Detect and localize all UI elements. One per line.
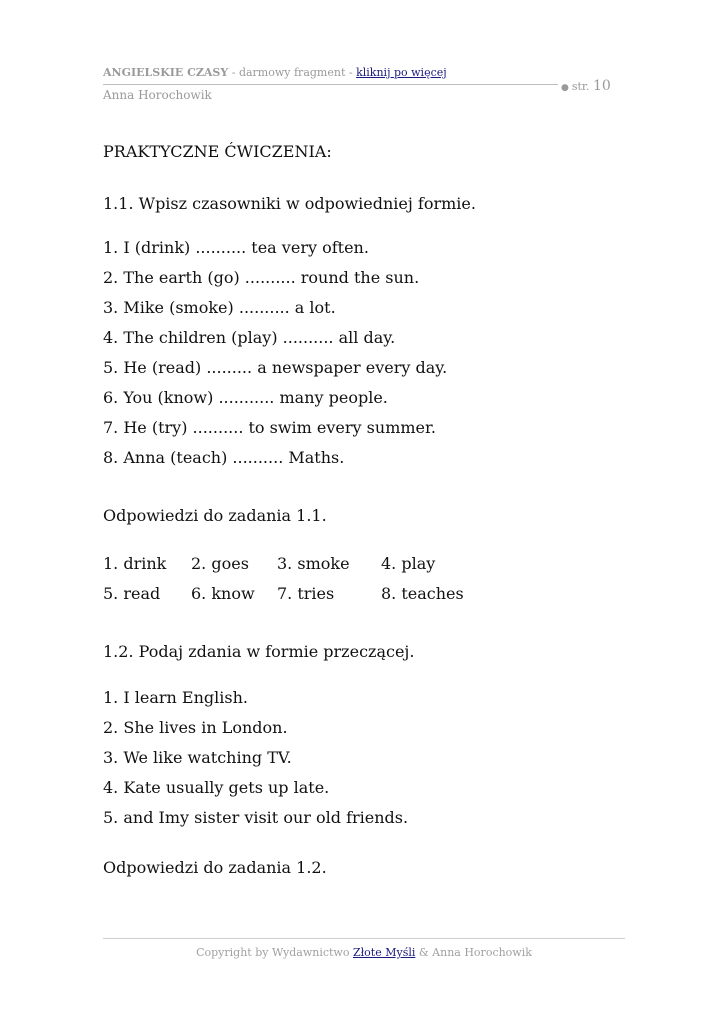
exercise-2-item: 1. I learn English.: [103, 688, 248, 707]
exercise-1-item: 6. You (know) ........... many people.: [103, 388, 388, 407]
page-footer: [0, 946, 728, 959]
answer: 8. teaches: [381, 584, 464, 603]
exercise-1-item: 3. Mike (smoke) .......... a lot.: [103, 298, 336, 317]
exercise-1-item: 1. I (drink) .......... tea very often.: [103, 238, 369, 257]
exercise-1-item: 7. He (try) .......... to swim every summer.: [103, 418, 436, 437]
exercise-2-item: 3. We like watching TV.: [103, 748, 292, 767]
header-line: [103, 66, 625, 79]
page-number: [561, 78, 611, 94]
header-separator: -: [345, 66, 357, 79]
exercise-2-item: 2. She lives in London.: [103, 718, 288, 737]
page-number-value: 10: [592, 78, 611, 94]
footer-rule: [103, 938, 625, 939]
exercise-2-answers-title: Odpowiedzi do zadania 1.2.: [103, 858, 327, 877]
page-label: str.: [571, 80, 590, 93]
exercise-1-item: 8. Anna (teach) .......... Maths.: [103, 448, 345, 467]
answer: 5. read: [103, 584, 161, 603]
exercise-1-item: 5. He (read) ......... a newspaper every day.: [103, 358, 448, 377]
exercise-1-instruction: 1.1. Wpisz czasowniki w odpowiedniej formie.: [103, 194, 476, 213]
book-title: ANGIELSKIE CZASY: [103, 66, 229, 79]
answer: 3. smoke: [277, 554, 350, 573]
answer: 7. tries: [277, 584, 335, 603]
answer: 2. goes: [191, 554, 249, 573]
footer-suffix: & Anna Horochowik: [415, 946, 532, 959]
publisher-link[interactable]: Złote Myśli: [352, 946, 416, 959]
exercise-1-item: 4. The children (play) .......... all day.: [103, 328, 396, 347]
footer-prefix: Copyright by Wydawnictwo: [196, 946, 353, 959]
answer: 4. play: [381, 554, 436, 573]
exercise-2-item: 5. and Imy sister visit our old friends.: [103, 808, 409, 827]
section-title: PRAKTYCZNE ĆWICZENIA:: [103, 142, 332, 161]
answer: 1. drink: [103, 554, 167, 573]
more-link[interactable]: kliknij po więcej: [356, 66, 447, 79]
bullet-icon: ●: [561, 83, 569, 93]
exercise-1-answers-title: Odpowiedzi do zadania 1.1.: [103, 506, 327, 525]
page-header: [103, 66, 625, 102]
exercise-2-instruction: 1.2. Podaj zdania w formie przeczącej.: [103, 642, 415, 661]
header-rule: [103, 84, 558, 85]
header-fragment: darmowy fragment: [238, 66, 346, 79]
exercise-1-item: 2. The earth (go) .......... round the sun.: [103, 268, 420, 287]
answer: 6. know: [191, 584, 255, 603]
header-author: Anna Horochowik: [103, 88, 212, 102]
exercise-2-item: 4. Kate usually gets up late.: [103, 778, 330, 797]
header-separator: -: [228, 66, 239, 79]
